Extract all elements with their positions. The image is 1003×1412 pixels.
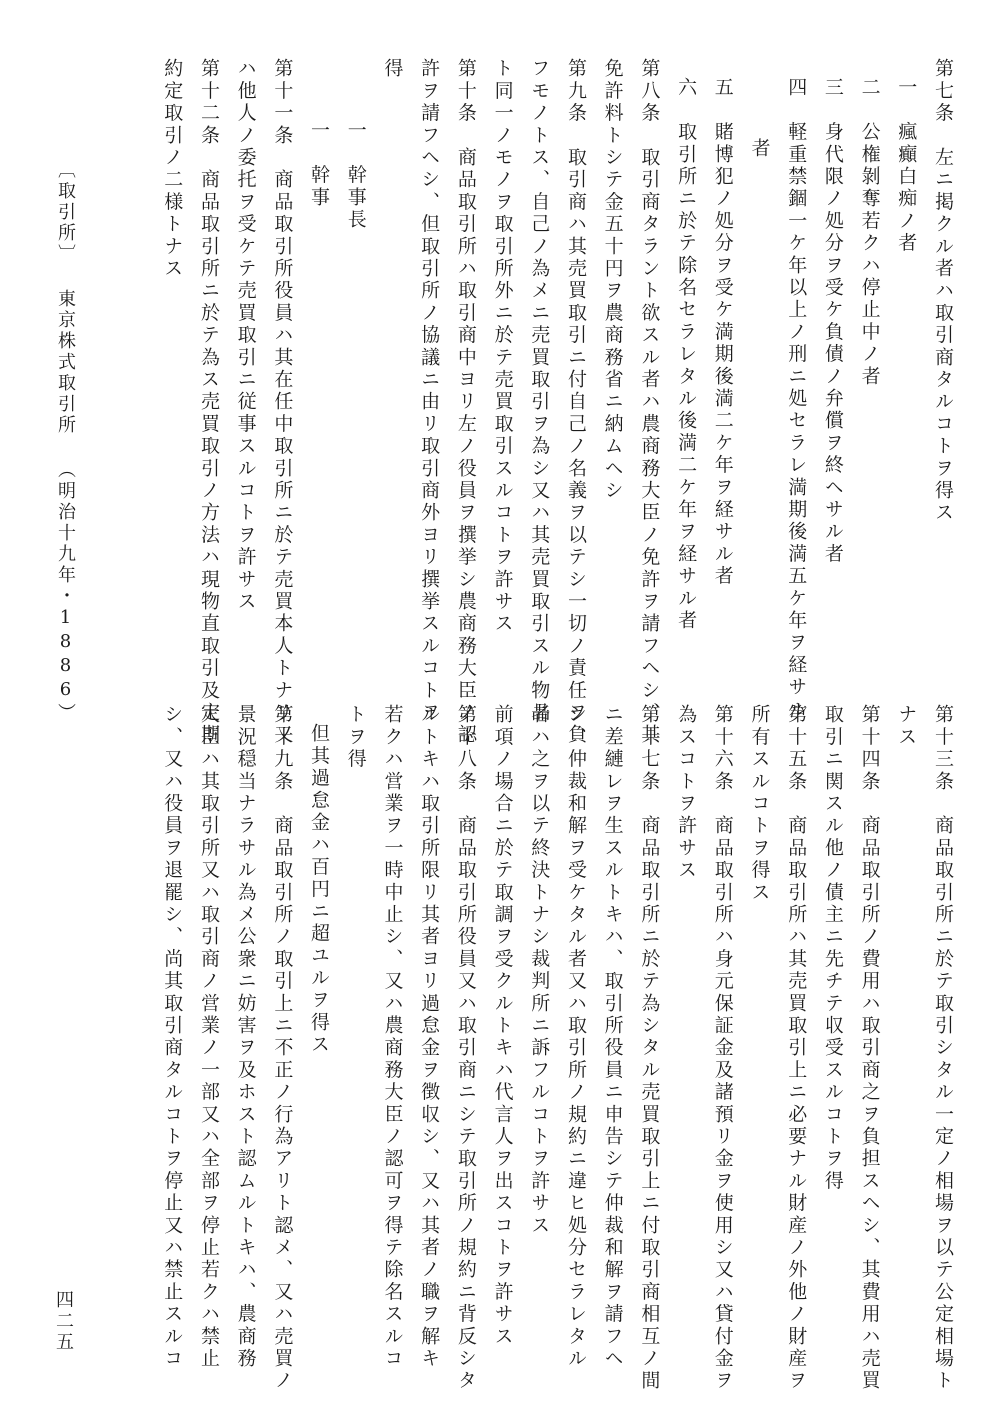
article-9-line-3: ト同一ノモノヲ取引所外ニ於テ売買取引スルコトヲ許サス <box>491 58 514 636</box>
article-18-line-2: ルトキハ取引所限リ其者ヨリ過怠金ヲ徴収シ、又ハ其者ノ職ヲ解キ <box>418 704 441 1371</box>
article-13-line-2: ナス <box>895 704 918 749</box>
article-18-line-3: 若クハ営業ヲ一時中止シ、又ハ農商務大臣ノ認可ヲ得テ除名スルコ <box>381 704 404 1370</box>
article-19-line-4: シ、又ハ役員ヲ退罷シ、尚其取引商タルコトヲ停止又ハ禁止スルコ <box>161 704 184 1370</box>
article-19-line-3: 大臣ハ其取引所又ハ取引商ノ営業ノ一部又ハ全部ヲ停止若クハ禁止 <box>197 704 220 1370</box>
article-14-line-1: 第十四条 商品取引所ノ費用ハ取引商之ヲ負担スヘシ、其費用ハ売買 <box>858 704 881 1393</box>
article-10-item-1: 一 幹事長 <box>344 120 367 231</box>
article-17-paragraph-2: 前項ノ場合ニ於テ取調ヲ受クルトキハ代言人ヲ出スコトヲ許サス <box>491 704 514 1348</box>
article-17-line-2: ニ差縺レヲ生スルトキハ、取引所役員ニ申告シテ仲裁和解ヲ請フヘ <box>601 704 624 1370</box>
article-7-item-1: 一 瘋癲白痴ノ者 <box>895 77 918 255</box>
footer-year: （明治十九年・1886） <box>55 460 76 724</box>
top-text-block <box>56 58 961 747</box>
article-7-item-6: 六 取引所ニ於テ除名セラレタル後満二ケ年ヲ経サル者 <box>675 77 698 632</box>
running-footer <box>52 160 78 724</box>
article-18-line-1: 第十八条 商品取引所役員又ハ取引商ニシテ取引所ノ規約ニ背反シタ <box>454 704 477 1393</box>
article-10-item-2: 一 幹事 <box>308 120 331 209</box>
footer-title: 東京株式取引所 <box>55 289 76 436</box>
article-12-line-2: 約定取引ノ二様トナス <box>161 58 184 280</box>
article-17-line-3: シ、仲裁和解ヲ受ケタル者又ハ取引所ノ規約ニ違ヒ処分セラレタル <box>564 704 587 1370</box>
article-7-heading: 第七条 左ニ掲クル者ハ取引商タルコトヲ得ス <box>932 58 954 525</box>
article-15-line-2: 所有スルコトヲ得ス <box>748 704 771 904</box>
article-16-line-2: 為スコトヲ許サス <box>675 704 698 882</box>
article-11-line-2: ハ他人ノ委托ヲ受ケテ売買取引ニ従事スルコトヲ許サス <box>234 58 257 613</box>
article-11-line-1: 第十一条 商品取引所役員ハ其在任中取引所ニ於テ売買本人トナリ又 <box>271 58 294 747</box>
article-16-line-1: 第十六条 商品取引所ハ身元保証金及諸預リ金ヲ使用シ又ハ貸付金ヲ <box>711 704 734 1393</box>
article-7-item-5: 五 賭博犯ノ処分ヲ受ケ満期後満二ケ年ヲ経サル者 <box>711 77 734 588</box>
page-number: 四二五 <box>53 1290 74 1353</box>
article-7-item-2: 二 公権剝奪若クハ停止中ノ者 <box>858 77 881 388</box>
article-15-line-1: 第十五条 商品取引所ハ其売買取引上ニ必要ナル財産ノ外他ノ財産ヲ <box>785 704 808 1393</box>
article-17-line-4: 者ハ之ヲ以テ終決トナシ裁判所ニ訴フルコトヲ許サス <box>528 704 551 1237</box>
article-18-proviso: 但其過怠金ハ百円ニ超ユルヲ得ス <box>308 723 331 1056</box>
article-10-line-1: 第十条 商品取引所ハ取引商中ヨリ左ノ役員ヲ撰挙シ農商務大臣ノ認 <box>454 58 477 747</box>
article-14-line-2: 取引ニ関スル他ノ債主ニ先チテ収受スルコトヲ得 <box>821 704 844 1193</box>
article-9-line-1: 第九条 取引商ハ其売買取引ニ付自己ノ名義ヲ以テシ一切ノ責任ヲ負 <box>564 58 587 747</box>
article-7-item-4-cont: 者 <box>748 138 771 161</box>
article-9-line-2: フモノトス、自己ノ為メニ売買取引ヲ為シ又ハ其売買取引スル物品 <box>528 58 551 724</box>
article-12-line-1: 第十二条 商品取引所ニ於テ為ス売買取引ノ方法ハ現物直取引及定期 <box>197 58 220 747</box>
article-7-item-3: 三 身代限ノ処分ヲ受ケ負債ノ弁償ヲ終ヘサル者 <box>821 77 844 566</box>
article-7-item-4: 四 軽重禁錮一ケ年以上ノ刑ニ処セラレ満期後満五ケ年ヲ経サル <box>785 77 808 721</box>
article-19-line-2: 景況穏当ナラサル為メ公衆ニ妨害ヲ及ホスト認ムルトキハ、農商務 <box>234 704 257 1370</box>
footer-section: 〔取引所〕 <box>55 160 76 265</box>
article-10-line-3: 得 <box>381 58 404 81</box>
article-17-line-1: 第十七条 商品取引所ニ於テ為シタル売買取引上ニ付取引商相互ノ間 <box>638 704 661 1393</box>
article-8-line-2: 免許料トシテ金五十円ヲ農商務省ニ納ムヘシ <box>601 58 624 502</box>
article-19-line-1: 第十九条 商品取引所ノ取引上ニ不正ノ行為アリト認メ、又ハ売買ノ <box>271 704 294 1393</box>
article-18-line-4: トヲ得 <box>344 704 367 771</box>
article-8-line-1: 第八条 取引商タラント欲スル者ハ農商務大臣ノ免許ヲ請フヘシ、其 <box>638 58 661 747</box>
article-13-line-1: 第十三条 商品取引所ニ於テ取引シタル一定ノ相場ヲ以テ公定相場ト <box>932 704 954 1393</box>
article-10-line-2: 許ヲ請フヘシ、但取引所ノ協議ニ由リ取引商外ヨリ撰挙スルコトヲ <box>418 58 441 724</box>
